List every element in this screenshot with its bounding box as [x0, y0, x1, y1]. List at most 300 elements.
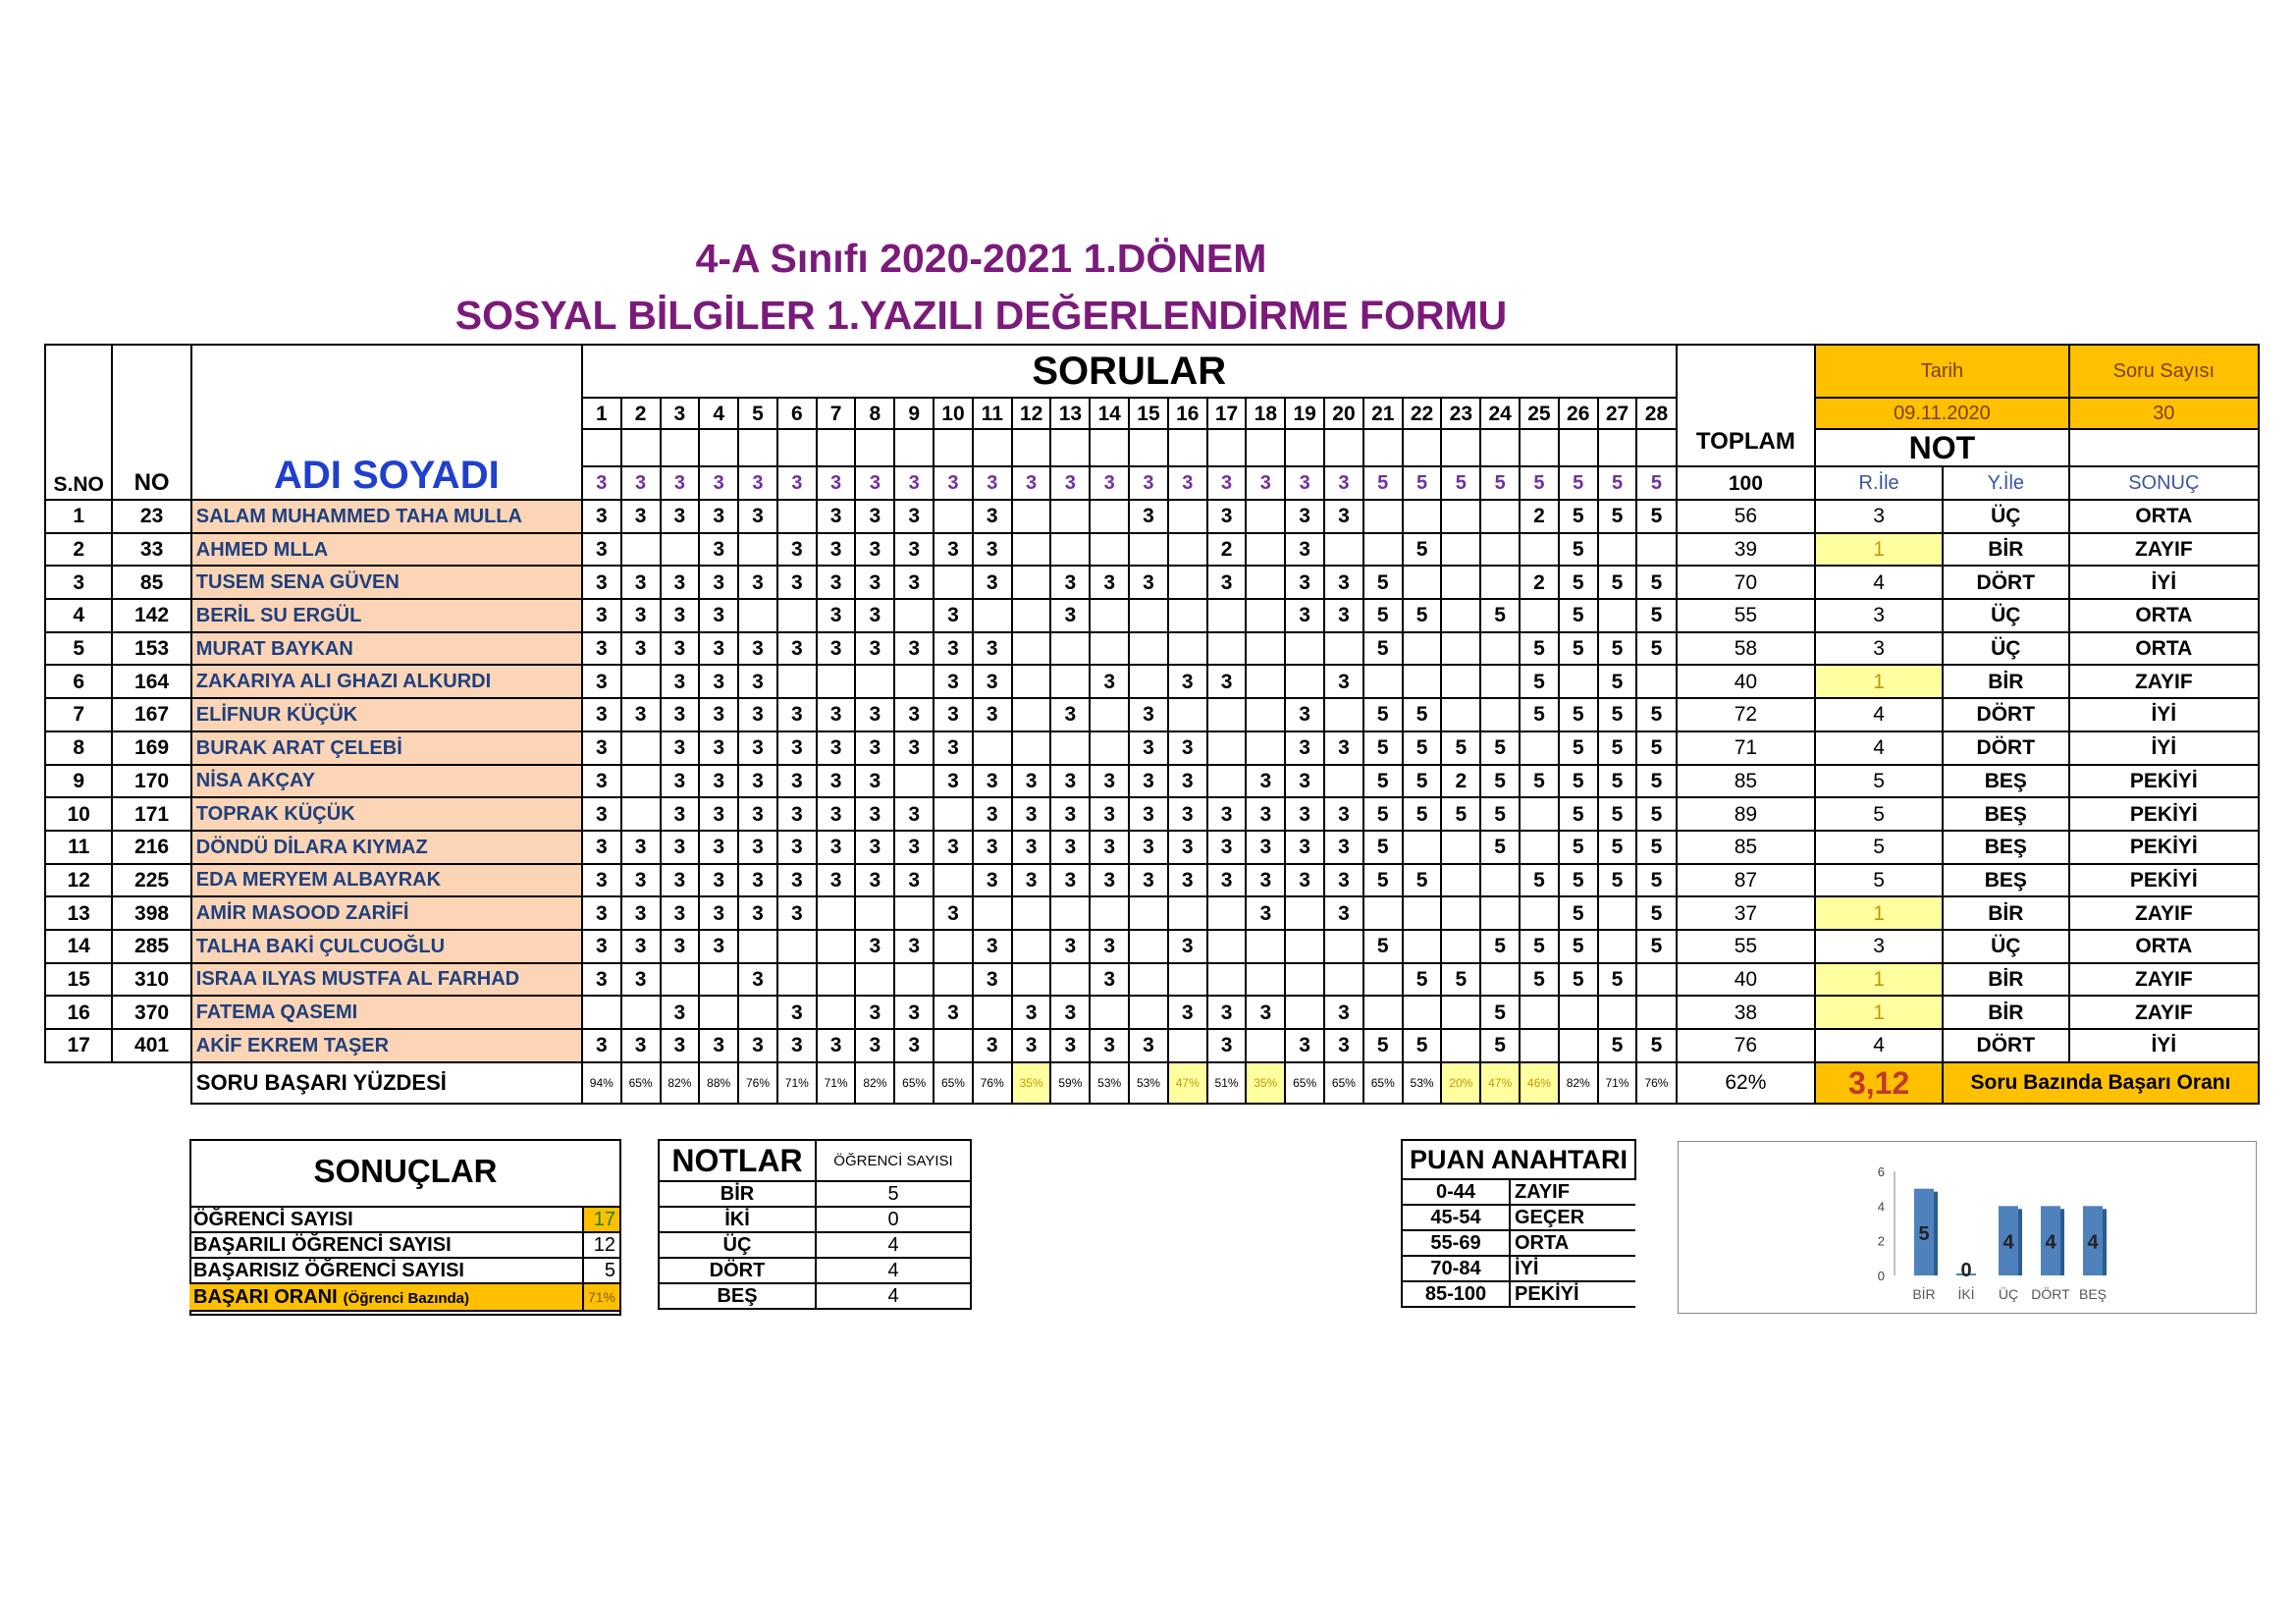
student-sno: 6 [45, 665, 112, 698]
results-label: BAŞARISIZ ÖĞRENCİ SAYISI [189, 1258, 583, 1283]
score-cell: 5 [1520, 698, 1559, 731]
question-success-percent: 47% [1480, 1062, 1520, 1104]
student-total: 56 [1677, 500, 1816, 533]
score-cell [1480, 963, 1520, 997]
success-row [45, 1062, 2259, 1104]
score-cell: 3 [973, 533, 1012, 567]
score-cell [1480, 500, 1520, 533]
score-cell: 3 [621, 864, 661, 897]
score-cell [894, 599, 934, 632]
score-cell: 3 [1207, 500, 1247, 533]
blank-cell [1012, 429, 1051, 466]
blank-cell [45, 1062, 191, 1104]
score-cell: 3 [855, 566, 894, 599]
student-grade-number: 1 [1815, 996, 1943, 1029]
blank-cell [2069, 429, 2259, 466]
score-cell [1403, 500, 1442, 533]
score-cell: 3 [1324, 996, 1363, 1029]
score-label: ORTA [1510, 1230, 1635, 1256]
score-cell: 5 [1480, 930, 1520, 963]
student-row [45, 831, 2259, 864]
score-cell: 5 [1559, 698, 1598, 731]
total-header: TOPLAM [1677, 345, 1816, 466]
score-cell: 3 [817, 500, 856, 533]
student-name: EDA MERYEM ALBAYRAK [191, 864, 582, 897]
question-number: 15 [1129, 398, 1168, 429]
score-cell [1246, 566, 1285, 599]
question-points: 3 [817, 466, 856, 500]
score-cell: 3 [1090, 797, 1129, 831]
score-cell: 3 [777, 797, 817, 831]
success-label: SORU BAŞARI YÜZDESİ [191, 1062, 582, 1104]
question-success-percent: 59% [1050, 1062, 1090, 1104]
score-cell [934, 797, 973, 831]
question-number: 23 [1441, 398, 1480, 429]
question-number: 4 [699, 398, 738, 429]
score-cell: 3 [817, 533, 856, 567]
student-sno: 4 [45, 599, 112, 632]
score-cell [1090, 896, 1129, 930]
score-cell: 3 [582, 731, 621, 765]
score-label: PEKİYİ [1510, 1281, 1635, 1307]
score-cell: 3 [817, 831, 856, 864]
score-cell: 5 [1520, 864, 1559, 897]
score-cell: 3 [1129, 731, 1168, 765]
question-success-percent: 65% [621, 1062, 661, 1104]
question-success-percent: 65% [1285, 1062, 1324, 1104]
question-number: 28 [1636, 398, 1676, 429]
score-cell [1246, 731, 1285, 765]
question-number: 19 [1285, 398, 1324, 429]
score-cell [1050, 896, 1090, 930]
score-cell [1285, 632, 1324, 666]
score-cell: 3 [777, 831, 817, 864]
score-cell [894, 896, 934, 930]
score-cell: 3 [973, 665, 1012, 698]
score-cell: 3 [621, 566, 661, 599]
score-cell: 3 [855, 500, 894, 533]
score-cell [1129, 665, 1168, 698]
question-success-percent: 94% [582, 1062, 621, 1104]
score-cell [1441, 632, 1480, 666]
score-cell [1363, 896, 1403, 930]
score-cell: 5 [1363, 1029, 1403, 1062]
score-cell [1207, 930, 1247, 963]
score-cell: 5 [1636, 632, 1676, 666]
student-name: TOPRAK KÜÇÜK [191, 797, 582, 831]
student-result: PEKİYİ [2069, 765, 2259, 798]
score-range: 85-100 [1402, 1281, 1510, 1307]
grade-count: 4 [816, 1258, 971, 1283]
student-grade-number: 3 [1815, 500, 1943, 533]
score-cell [1403, 632, 1442, 666]
question-points: 3 [777, 466, 817, 500]
score-cell: 3 [934, 896, 973, 930]
score-cell: 3 [1168, 731, 1207, 765]
score-cell: 3 [1324, 864, 1363, 897]
score-cell: 3 [817, 632, 856, 666]
score-cell [1559, 665, 1598, 698]
score-cell: 3 [934, 996, 973, 1029]
score-cell [1246, 632, 1285, 666]
blank-cell [817, 429, 856, 466]
score-cell: 5 [1520, 963, 1559, 997]
category-label: ÜÇ [1998, 1286, 2019, 1302]
score-cell: 3 [777, 864, 817, 897]
score-cell: 3 [621, 599, 661, 632]
score-cell: 5 [1363, 765, 1403, 798]
score-cell [1480, 896, 1520, 930]
results-value: 17 [583, 1207, 619, 1232]
question-points: 3 [1168, 466, 1207, 500]
student-name: ISRAA ILYAS MUSTFA AL FARHAD [191, 963, 582, 997]
y-tick-label: 6 [1877, 1164, 1885, 1179]
score-label: İYİ [1510, 1256, 1635, 1281]
score-cell [1090, 632, 1129, 666]
student-sno: 7 [45, 698, 112, 731]
score-cell [1363, 533, 1403, 567]
score-cell: 3 [1050, 599, 1090, 632]
score-cell [1480, 566, 1520, 599]
bar-side [2060, 1209, 2064, 1275]
blank-cell [1363, 429, 1403, 466]
question-count-label: Soru Sayısı [2069, 345, 2259, 398]
score-cell [1441, 599, 1480, 632]
question-number: 18 [1246, 398, 1285, 429]
score-cell [1520, 797, 1559, 831]
student-result: İYİ [2069, 1029, 2259, 1062]
question-number: 10 [934, 398, 973, 429]
score-cell: 3 [1324, 831, 1363, 864]
score-cell: 3 [738, 1029, 777, 1062]
score-cell: 5 [1559, 731, 1598, 765]
score-cell [1129, 930, 1168, 963]
score-cell: 3 [621, 632, 661, 666]
student-row [45, 698, 2259, 731]
score-cell [621, 996, 661, 1029]
student-no: 169 [112, 731, 190, 765]
student-row [45, 599, 2259, 632]
score-cell [1129, 632, 1168, 666]
grade-name: BİR [659, 1181, 816, 1207]
question-points: 3 [661, 466, 700, 500]
score-cell: 5 [1480, 831, 1520, 864]
score-cell: 3 [621, 500, 661, 533]
question-success-percent: 35% [1012, 1062, 1051, 1104]
average-label: Soru Bazında Başarı Oranı [1943, 1062, 2259, 1104]
student-no: 225 [112, 864, 190, 897]
student-grade-text: ÜÇ [1943, 599, 2069, 632]
score-cell: 5 [1403, 797, 1442, 831]
question-success-percent: 47% [1168, 1062, 1207, 1104]
score-cell: 5 [1441, 797, 1480, 831]
score-cell [1246, 533, 1285, 567]
question-number: 27 [1598, 398, 1637, 429]
score-cell [934, 864, 973, 897]
student-sno: 17 [45, 1029, 112, 1062]
score-cell: 3 [582, 864, 621, 897]
question-success-percent: 65% [934, 1062, 973, 1104]
score-cell [1598, 996, 1637, 1029]
score-cell: 3 [894, 500, 934, 533]
score-cell [1012, 599, 1051, 632]
student-grade-number: 4 [1815, 1029, 1943, 1062]
score-cell: 3 [855, 864, 894, 897]
score-cell: 3 [699, 599, 738, 632]
score-cell: 3 [973, 864, 1012, 897]
score-cell: 5 [1363, 698, 1403, 731]
student-no: 33 [112, 533, 190, 567]
score-cell [699, 963, 738, 997]
student-result: ZAYIF [2069, 996, 2259, 1029]
student-result: PEKİYİ [2069, 864, 2259, 897]
score-cell: 3 [1168, 996, 1207, 1029]
grade-name: BEŞ [659, 1283, 816, 1309]
score-cell: 3 [1050, 1029, 1090, 1062]
question-points: 3 [894, 466, 934, 500]
score-cell: 3 [817, 566, 856, 599]
student-total: 39 [1677, 533, 1816, 567]
student-sno: 12 [45, 864, 112, 897]
student-total: 55 [1677, 930, 1816, 963]
score-cell: 3 [1285, 731, 1324, 765]
score-cell: 3 [1012, 864, 1051, 897]
question-number: 7 [817, 398, 856, 429]
score-cell: 3 [973, 632, 1012, 666]
score-key-row [1402, 1281, 1635, 1307]
student-name: FATEMA QASEMI [191, 996, 582, 1029]
student-name: MURAT BAYKAN [191, 632, 582, 666]
grades-header-row [659, 1140, 971, 1181]
score-cell [894, 963, 934, 997]
student-row [45, 963, 2259, 997]
question-number: 20 [1324, 398, 1363, 429]
question-points: 3 [699, 466, 738, 500]
score-cell: 3 [582, 533, 621, 567]
score-cell: 3 [1012, 996, 1051, 1029]
bar-value-label: 4 [2087, 1231, 2099, 1254]
score-cell: 5 [1559, 632, 1598, 666]
score-cell [1403, 665, 1442, 698]
question-success-percent: 65% [894, 1062, 934, 1104]
score-cell: 3 [894, 864, 934, 897]
question-success-percent: 46% [1520, 1062, 1559, 1104]
score-cell [934, 566, 973, 599]
score-cell [1480, 632, 1520, 666]
blank-cell [1559, 429, 1598, 466]
score-cell [621, 533, 661, 567]
score-cell: 3 [855, 996, 894, 1029]
score-cell [1168, 896, 1207, 930]
score-key-row [1402, 1179, 1635, 1205]
score-cell: 3 [621, 1029, 661, 1062]
student-sno: 9 [45, 765, 112, 798]
score-cell: 3 [1050, 797, 1090, 831]
student-row [45, 996, 2259, 1029]
score-cell: 5 [1598, 797, 1637, 831]
rate-note: (Öğrenci Bazında) [343, 1290, 470, 1307]
grade-count: 4 [816, 1283, 971, 1309]
score-cell: 3 [661, 797, 700, 831]
question-number: 6 [777, 398, 817, 429]
score-cell [973, 599, 1012, 632]
grades-row [659, 1283, 971, 1309]
score-cell: 3 [777, 533, 817, 567]
blank-cell [582, 429, 621, 466]
student-grade-number: 4 [1815, 731, 1943, 765]
score-cell [855, 665, 894, 698]
question-points: 5 [1559, 466, 1598, 500]
question-number: 17 [1207, 398, 1247, 429]
score-cell [1403, 831, 1442, 864]
score-cell: 5 [1403, 864, 1442, 897]
question-success-percent: 65% [1324, 1062, 1363, 1104]
score-cell: 3 [1168, 797, 1207, 831]
score-cell: 5 [1598, 831, 1637, 864]
student-name: TALHA BAKİ ÇULCUOĞLU [191, 930, 582, 963]
student-sno: 10 [45, 797, 112, 831]
score-key-row [1402, 1230, 1635, 1256]
student-grade-text: ÜÇ [1943, 632, 2069, 666]
score-cell: 3 [777, 896, 817, 930]
blank-cell [894, 429, 934, 466]
student-total: 85 [1677, 765, 1816, 798]
score-cell [1363, 665, 1403, 698]
blank-cell [1403, 429, 1442, 466]
score-cell: 3 [1090, 930, 1129, 963]
score-cell: 3 [582, 1029, 621, 1062]
student-sno: 2 [45, 533, 112, 567]
score-cell [1207, 632, 1247, 666]
student-sno: 13 [45, 896, 112, 930]
score-cell: 3 [934, 831, 973, 864]
score-cell: 3 [777, 996, 817, 1029]
score-cell: 3 [1090, 566, 1129, 599]
student-name: SALAM MUHAMMED TAHA MULLA [191, 500, 582, 533]
rate-label-cell [189, 1283, 583, 1311]
score-cell: 3 [621, 896, 661, 930]
score-cell [1168, 963, 1207, 997]
score-cell: 3 [1050, 831, 1090, 864]
score-cell [1168, 566, 1207, 599]
score-cell: 3 [1168, 665, 1207, 698]
score-cell: 3 [894, 797, 934, 831]
score-cell: 3 [738, 665, 777, 698]
score-cell: 5 [1636, 1029, 1676, 1062]
student-result: İYİ [2069, 566, 2259, 599]
score-cell: 3 [582, 566, 621, 599]
score-cell: 3 [699, 831, 738, 864]
score-cell: 3 [1207, 864, 1247, 897]
question-success-percent: 71% [777, 1062, 817, 1104]
student-row [45, 500, 2259, 533]
score-cell: 3 [1324, 665, 1363, 698]
question-number: 2 [621, 398, 661, 429]
score-cell: 5 [1559, 831, 1598, 864]
score-cell: 3 [817, 864, 856, 897]
student-row [45, 896, 2259, 930]
score-cell [1324, 698, 1363, 731]
score-cell: 3 [1168, 831, 1207, 864]
student-name: DÖNDÜ DİLARA KIYMAZ [191, 831, 582, 864]
student-total: 70 [1677, 566, 1816, 599]
score-cell: 3 [661, 500, 700, 533]
student-row [45, 665, 2259, 698]
score-cell [1012, 566, 1051, 599]
student-grade-text: BEŞ [1943, 797, 2069, 831]
score-cell: 3 [1129, 797, 1168, 831]
score-cell: 5 [1441, 963, 1480, 997]
score-cell: 3 [1012, 797, 1051, 831]
score-cell: 3 [1090, 831, 1129, 864]
score-cell [1441, 864, 1480, 897]
student-grade-number: 5 [1815, 831, 1943, 864]
question-points: 5 [1441, 466, 1480, 500]
student-grade-number: 5 [1815, 765, 1943, 798]
score-cell: 5 [1598, 698, 1637, 731]
question-number: 5 [738, 398, 777, 429]
score-cell: 5 [1480, 731, 1520, 765]
rate-value: 71% [583, 1283, 619, 1311]
question-success-percent: 53% [1090, 1062, 1129, 1104]
question-number: 11 [973, 398, 1012, 429]
score-cell: 5 [1403, 963, 1442, 997]
student-total: 72 [1677, 698, 1816, 731]
score-cell [1520, 599, 1559, 632]
score-cell: 5 [1636, 765, 1676, 798]
score-cell: 3 [582, 930, 621, 963]
blank-cell [621, 429, 661, 466]
score-cell: 3 [973, 566, 1012, 599]
blank-cell [934, 429, 973, 466]
student-row [45, 533, 2259, 567]
score-cell [1363, 996, 1403, 1029]
score-cell [1246, 1029, 1285, 1062]
score-cell [1207, 963, 1247, 997]
score-cell [1207, 731, 1247, 765]
category-label: İKİ [1957, 1286, 1975, 1302]
score-cell: 5 [1520, 665, 1559, 698]
score-cell [1598, 533, 1637, 567]
blank-cell [1324, 429, 1363, 466]
score-cell [1129, 599, 1168, 632]
score-cell: 3 [1285, 831, 1324, 864]
score-cell: 5 [1520, 765, 1559, 798]
student-result: ZAYIF [2069, 533, 2259, 567]
score-cell [1246, 963, 1285, 997]
score-cell: 3 [699, 500, 738, 533]
score-cell: 3 [661, 765, 700, 798]
question-success-percent: 51% [1207, 1062, 1247, 1104]
by-text-header: Y.İle [1943, 466, 2069, 500]
score-cell: 3 [1324, 599, 1363, 632]
student-grade-text: ÜÇ [1943, 930, 2069, 963]
score-cell: 5 [1559, 797, 1598, 831]
student-result: ORTA [2069, 930, 2259, 963]
score-cell: 3 [1285, 797, 1324, 831]
student-total: 89 [1677, 797, 1816, 831]
student-grade-text: BİR [1943, 996, 2069, 1029]
score-cell [1050, 632, 1090, 666]
question-success-percent: 88% [699, 1062, 738, 1104]
score-cell [1598, 896, 1637, 930]
student-grade-text: BEŞ [1943, 765, 2069, 798]
score-cell: 2 [1441, 765, 1480, 798]
blank-cell [777, 429, 817, 466]
score-cell: 5 [1559, 930, 1598, 963]
score-cell [1480, 533, 1520, 567]
question-number: 1 [582, 398, 621, 429]
